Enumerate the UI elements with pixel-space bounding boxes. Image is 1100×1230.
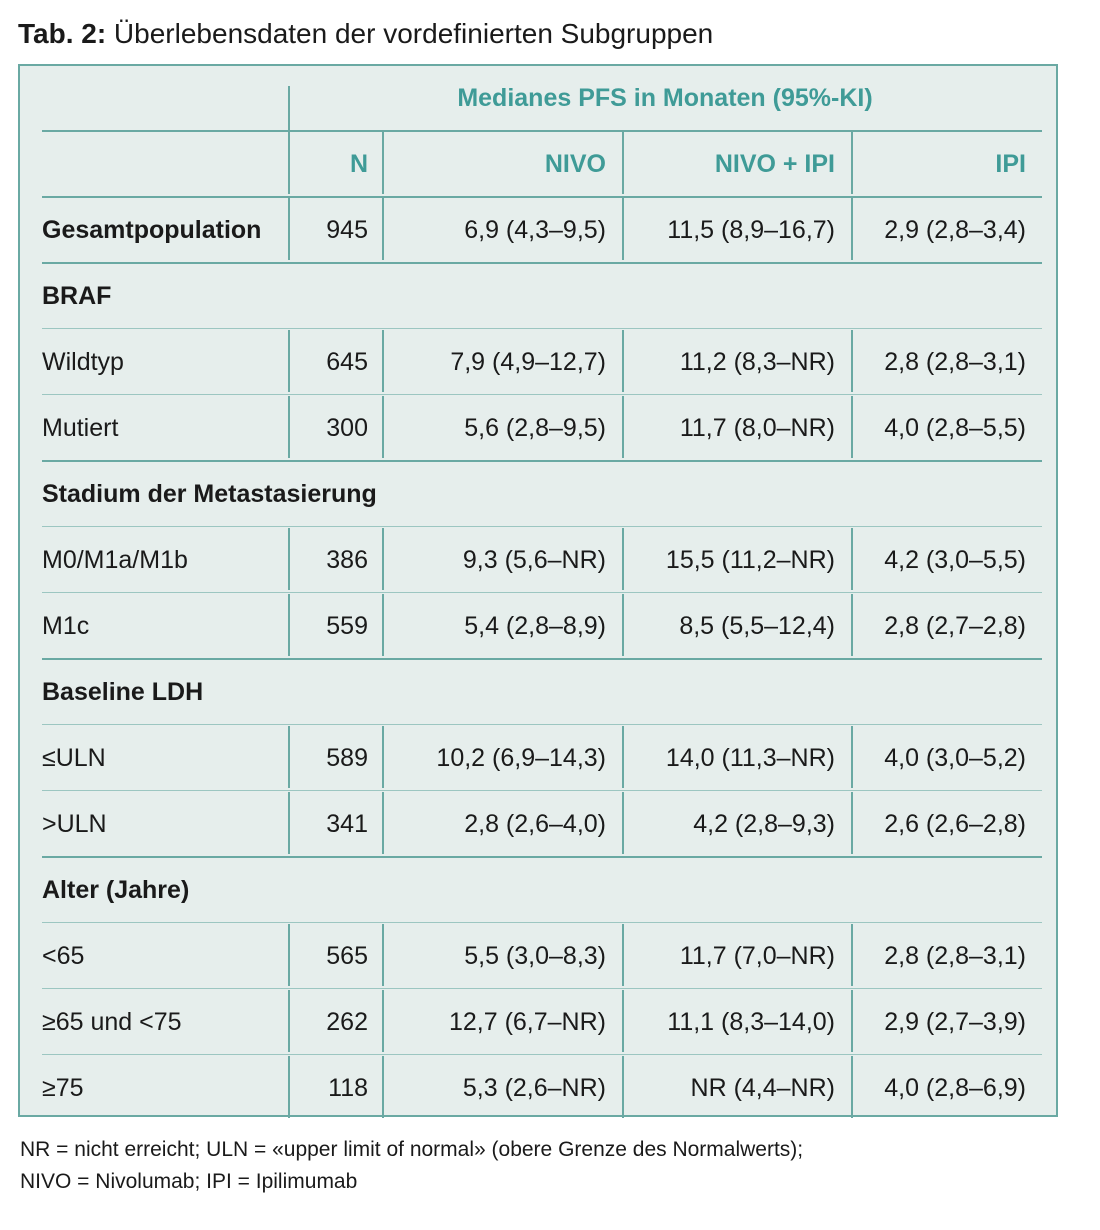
table-row-ipi: 2,6 (2,6–2,8): [884, 810, 1026, 838]
column-divider: [851, 594, 853, 656]
column-divider: [382, 924, 384, 986]
column-divider: [382, 396, 384, 458]
column-divider: [288, 198, 290, 260]
column-divider: [851, 726, 853, 788]
column-divider: [622, 990, 624, 1052]
column-divider: [288, 132, 290, 194]
table-row-label: M1c: [42, 612, 90, 640]
column-divider: [851, 396, 853, 458]
column-divider: [288, 86, 290, 130]
row-rule: [42, 988, 1042, 989]
section-title-rule: [42, 328, 1042, 329]
table-row-label: ≥65 und <75: [42, 1008, 182, 1036]
column-divider: [622, 726, 624, 788]
column-header-nivo-ipi: NIVO + IPI: [714, 150, 835, 178]
column-divider: [851, 990, 853, 1052]
section-rule: [42, 856, 1042, 858]
table-row-label: ≤ULN: [42, 744, 106, 772]
section-title-rule: [42, 922, 1042, 923]
column-divider: [851, 792, 853, 854]
table-row-nivo: 2,8 (2,6–4,0): [464, 810, 606, 838]
row-rule: [42, 394, 1042, 395]
column-divider: [851, 1056, 853, 1118]
table-row-n: 262: [326, 1008, 368, 1036]
footnote-line-2: NIVO = Nivolumab; IPI = Ipilimumab: [20, 1170, 358, 1193]
column-divider: [622, 1056, 624, 1118]
table-row-ipi: 4,0 (3,0–5,2): [884, 744, 1026, 772]
group-header-pfs: Medianes PFS in Monaten (95%-KI): [457, 84, 873, 112]
table-caption: [18, 14, 713, 54]
column-divider: [382, 330, 384, 392]
table-row-nivo: 5,4 (2,8–8,9): [464, 612, 606, 640]
row-rule: [42, 1054, 1042, 1055]
table-row-ipi: 4,0 (2,8–5,5): [884, 414, 1026, 442]
column-divider: [288, 594, 290, 656]
table-row-label: Mutiert: [42, 414, 119, 442]
table-row-nivo-ipi: 8,5 (5,5–12,4): [679, 612, 835, 640]
column-divider: [382, 594, 384, 656]
column-divider: [622, 396, 624, 458]
table-caption-label: Tab. 2:: [18, 18, 107, 49]
section-rule: [42, 262, 1042, 264]
table-row-label: ≥75: [42, 1074, 84, 1102]
column-divider: [382, 198, 384, 260]
table-row-ipi: 2,8 (2,7–2,8): [884, 612, 1026, 640]
column-divider: [382, 1056, 384, 1118]
column-header-n: N: [349, 150, 368, 178]
table-caption-text: Überlebensdaten der vordefinierten Subgruppen: [106, 18, 714, 49]
row-gesamtpopulation-label: Gesamtpopulation: [42, 216, 262, 244]
column-divider: [288, 1056, 290, 1118]
column-divider: [851, 198, 853, 260]
table-row-n: 645: [326, 348, 368, 376]
section-title: BRAF: [42, 282, 112, 310]
table-row-n: 559: [326, 612, 368, 640]
column-header-ipi: IPI: [995, 150, 1026, 178]
table-row-nivo: 9,3 (5,6–NR): [462, 546, 606, 574]
table-row-nivo: 10,2 (6,9–14,3): [436, 744, 606, 772]
section-title: Baseline LDH: [42, 678, 204, 706]
column-divider: [851, 924, 853, 986]
table-row-nivo-ipi: 11,7 (7,0–NR): [679, 942, 835, 970]
table-row-nivo: 7,9 (4,9–12,7): [450, 348, 606, 376]
table-row-ipi: 2,8 (2,8–3,1): [884, 348, 1026, 376]
column-divider: [382, 726, 384, 788]
column-divider: [622, 594, 624, 656]
column-divider: [851, 528, 853, 590]
table-row-nivo: 12,7 (6,7–NR): [448, 1008, 606, 1036]
column-divider: [382, 792, 384, 854]
column-divider: [622, 198, 624, 260]
column-divider: [622, 132, 624, 194]
table-row-nivo: 5,6 (2,8–9,5): [464, 414, 606, 442]
row-gesamtpopulation-n: 945: [326, 216, 368, 244]
table-row-n: 118: [328, 1074, 368, 1102]
table-row-ipi: 4,2 (3,0–5,5): [884, 546, 1026, 574]
column-divider: [382, 132, 384, 194]
column-divider: [288, 990, 290, 1052]
column-divider: [622, 792, 624, 854]
row-gesamtpopulation-nivo-ipi: 11,5 (8,9–16,7): [667, 216, 835, 244]
table-row-nivo-ipi: 11,1 (8,3–14,0): [667, 1008, 835, 1036]
table-row-ipi: 2,8 (2,8–3,1): [884, 942, 1026, 970]
table-row-nivo: 5,3 (2,6–NR): [462, 1074, 606, 1102]
table-row-ipi: 2,9 (2,7–3,9): [884, 1008, 1026, 1036]
column-divider: [288, 924, 290, 986]
pfs-table: [18, 64, 1058, 1117]
table-row-n: 386: [326, 546, 368, 574]
column-divider: [622, 330, 624, 392]
table-row-label: <65: [42, 942, 85, 970]
row-rule: [42, 592, 1042, 593]
table-row-n: 565: [326, 942, 368, 970]
table-row-n: 300: [326, 414, 368, 442]
table-row-n: 341: [326, 810, 368, 838]
table-row-nivo-ipi: 15,5 (11,2–NR): [665, 546, 835, 574]
row-gesamtpopulation-nivo: 6,9 (4,3–9,5): [464, 216, 606, 244]
section-title: Alter (Jahre): [42, 876, 190, 904]
column-divider: [622, 924, 624, 986]
column-divider: [288, 396, 290, 458]
table-row-nivo-ipi: 14,0 (11,3–NR): [665, 744, 835, 772]
column-divider: [288, 528, 290, 590]
column-divider: [288, 792, 290, 854]
column-divider: [851, 330, 853, 392]
column-divider: [382, 990, 384, 1052]
table-row-label: Wildtyp: [42, 348, 124, 376]
table-row-label: >ULN: [42, 810, 107, 838]
section-title-rule: [42, 724, 1042, 725]
section-title: Stadium der Metastasierung: [42, 480, 377, 508]
column-divider: [382, 528, 384, 590]
column-header-nivo: NIVO: [544, 150, 606, 178]
table-row-nivo: 5,5 (3,0–8,3): [464, 942, 606, 970]
table-row-nivo-ipi: NR (4,4–NR): [690, 1074, 835, 1102]
row-rule: [42, 790, 1042, 791]
column-divider: [622, 528, 624, 590]
row-gesamtpopulation-ipi: 2,9 (2,8–3,4): [884, 216, 1026, 244]
table-row-nivo-ipi: 4,2 (2,8–9,3): [693, 810, 835, 838]
section-title-rule: [42, 526, 1042, 527]
table-row-nivo-ipi: 11,7 (8,0–NR): [679, 414, 835, 442]
column-divider: [288, 726, 290, 788]
table-row-label: M0/M1a/M1b: [42, 546, 188, 574]
footnote-line-1: NR = nicht erreicht; ULN = «upper limit of normal» (obere Grenze des Normalwerts);: [20, 1138, 804, 1161]
column-divider: [288, 330, 290, 392]
column-divider: [851, 132, 853, 194]
table-row-n: 589: [326, 744, 368, 772]
table-row-ipi: 4,0 (2,8–6,9): [884, 1074, 1026, 1102]
table-row-nivo-ipi: 11,2 (8,3–NR): [679, 348, 835, 376]
